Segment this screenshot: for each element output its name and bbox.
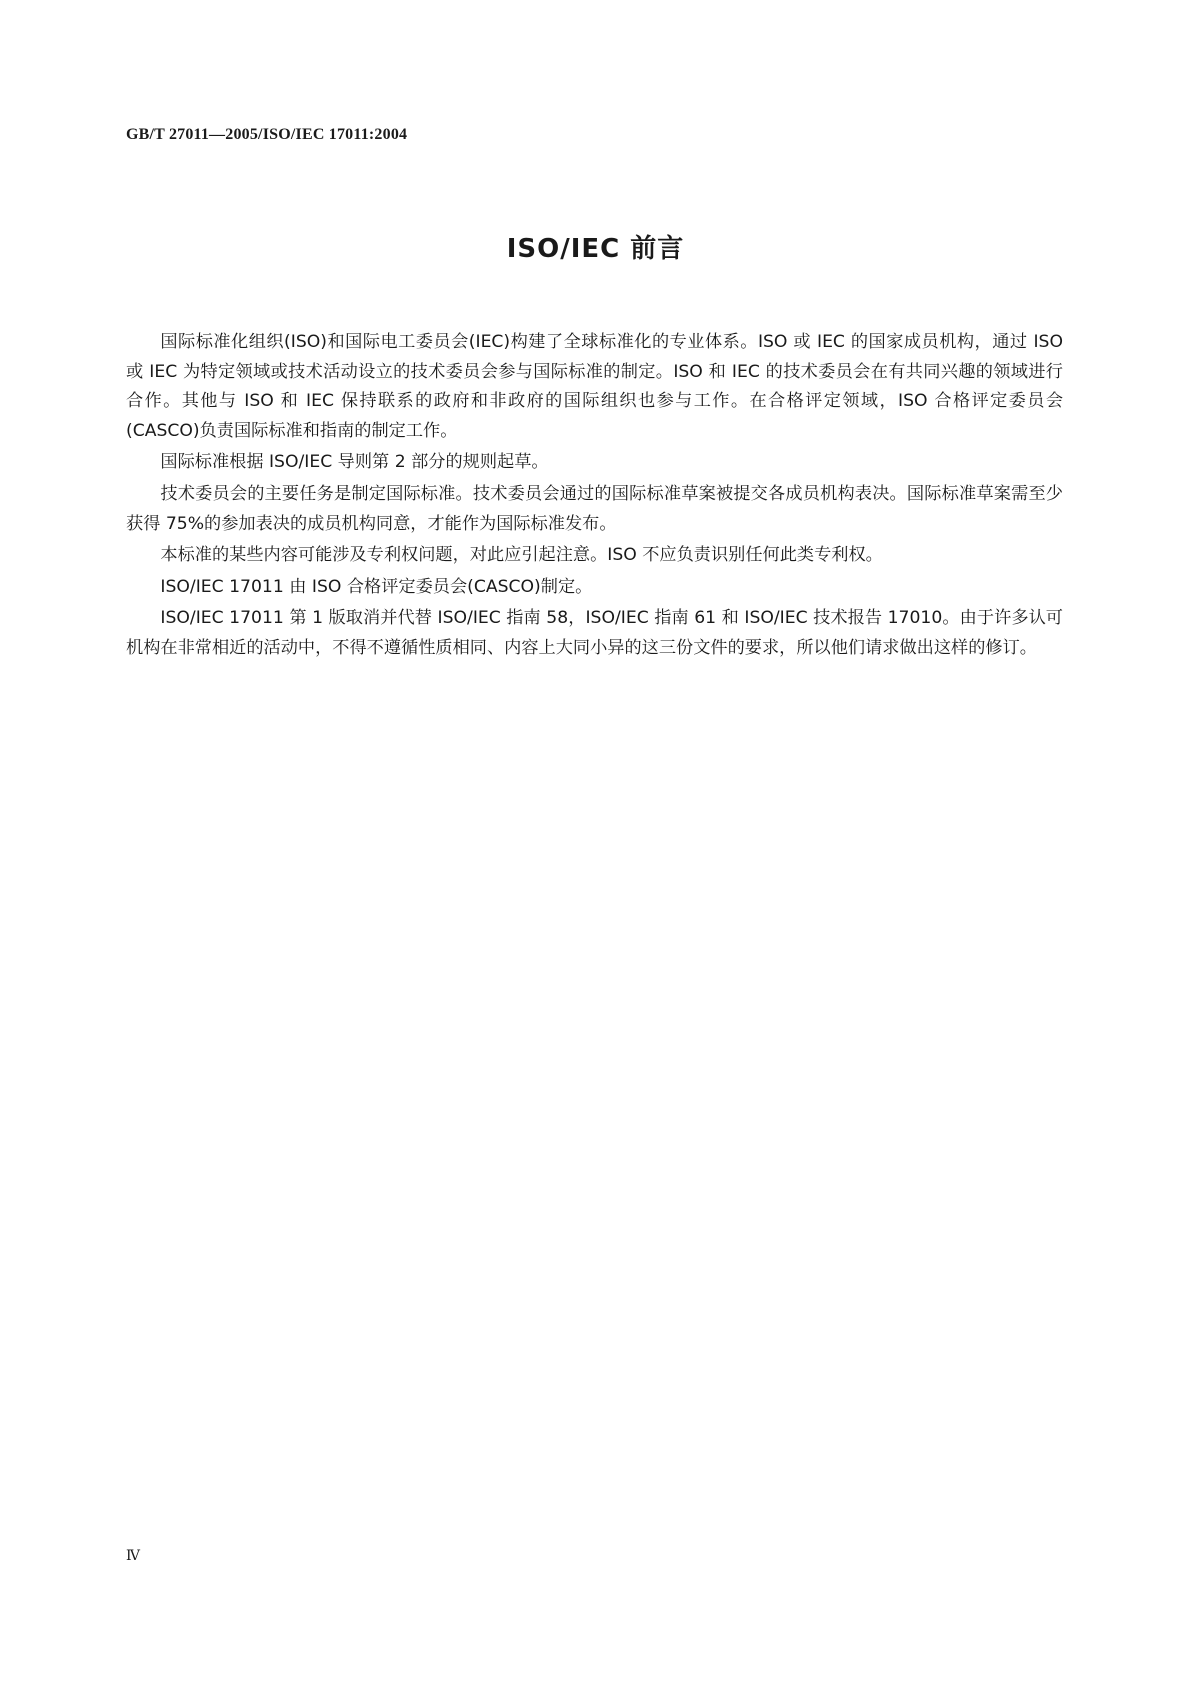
foreword-body (126, 328, 1063, 666)
paragraph-3: 技术委员会的主要任务是制定国际标准。技术委员会通过的国际标准草案被提交各成员机构表决。国际标准草案需至少获得 75%的参加表决的成员机构同意，才能作为国际标准发布。 (126, 483, 1063, 534)
paragraph-1: 国际标准化组织(ISO)和国际电工委员会(IEC)构建了全球标准化的专业体系。ISO 或 IEC 的国家成员机构，通过 ISO 或 IEC 为特定领域或技术活动设立的技术委员会参与国际标准的制定。ISO 和 IEC 的技术委员会在有共同兴趣的领域进行合作。其他与 ISO 和 IEC 保持联系的政府和非政府的国际组织也参与工作。在合格评定领域，ISO 合格评定委员会(CASCO)负责国际标准和指南的制定工作。 (126, 332, 1063, 441)
paragraph-6: ISO/IEC 17011 第 1 版取消并代替 ISO/IEC 指南 58，ISO/IEC 指南 61 和 ISO/IEC 技术报告 17010。由于许多认可机构在非常相近的活动中，不得不遵循性质相同、内容上大同小异的这三份文件的要求，所以他们请求做出这样的修订。 (126, 608, 1063, 658)
page-title: ISO/IEC 前言 (506, 234, 685, 264)
page-number: Ⅳ (126, 1549, 140, 1564)
standard-number-header: GB/T 27011—2005/ISO/IEC 17011:2004 (126, 126, 408, 143)
paragraph-5: ISO/IEC 17011 由 ISO 合格评定委员会(CASCO)制定。 (160, 576, 593, 597)
paragraph-4: 本标准的某些内容可能涉及专利权问题，对此应引起注意。ISO 不应负责识别任何此类专利权。 (160, 545, 883, 566)
paragraph-2: 国际标准根据 ISO/IEC 导则第 2 部分的规则起草。 (160, 452, 549, 473)
